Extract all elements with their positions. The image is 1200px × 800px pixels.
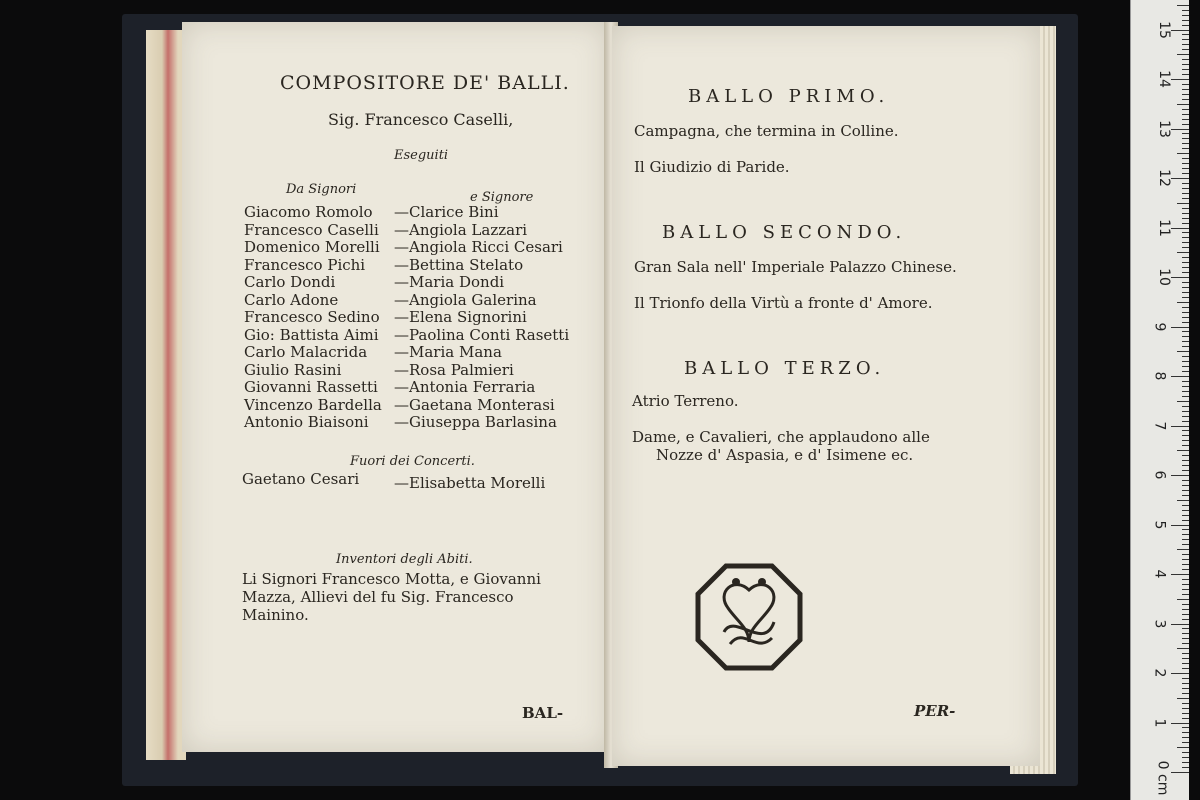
ruler-tick [1182, 668, 1189, 669]
female-dancer: —Antonia Ferraria [394, 378, 536, 396]
ruler-tick [1177, 747, 1189, 748]
ruler-tick [1182, 604, 1189, 605]
ruler-tick [1182, 465, 1189, 466]
catchword-right: PER- [914, 702, 956, 720]
ruler-tick [1182, 589, 1189, 590]
cast-row [244, 222, 604, 240]
ruler-tick [1182, 232, 1189, 233]
ruler-tick [1182, 10, 1189, 11]
ruler-tick [1171, 327, 1189, 328]
outside-female: —Elisabetta Morelli [394, 474, 546, 492]
ruler-tick [1182, 322, 1189, 323]
ruler-tick [1182, 331, 1189, 332]
ruler-number: 10 [1155, 268, 1172, 286]
ruler-tick [1177, 252, 1189, 253]
ruler-tick [1182, 386, 1189, 387]
ruler-number: 4 [1151, 569, 1168, 579]
ruler-tick [1182, 485, 1189, 486]
ruler-number: 11 [1155, 218, 1172, 237]
ruler-tick [1182, 737, 1189, 738]
ruler-unit: 0 cm [1154, 760, 1171, 796]
ruler-tick [1182, 193, 1189, 194]
ruler-tick [1182, 341, 1189, 342]
cast-row [244, 397, 604, 415]
ruler-tick [1182, 609, 1189, 610]
ruler-tick [1182, 20, 1189, 21]
ruler-number: 7 [1151, 421, 1168, 430]
ballo-terzo-line-2: Dame, e Cavalieri, che applaudono alle [632, 428, 930, 446]
ballo-secondo-line-1: Gran Sala nell' Imperiale Palazzo Chinese. [634, 258, 957, 276]
ruler-tick [1171, 426, 1189, 427]
ruler-tick [1182, 138, 1189, 139]
male-dancer: Francesco Pichi [244, 255, 366, 274]
ruler-tick [1182, 455, 1189, 456]
ruler-tick [1182, 148, 1189, 149]
ruler-tick [1182, 366, 1189, 367]
ruler-tick [1182, 168, 1189, 169]
ruler-tick [1182, 114, 1189, 115]
ruler-tick [1182, 732, 1189, 733]
female-dancer: —Paolina Conti Rasetti [394, 325, 570, 344]
ruler-tick [1171, 79, 1189, 80]
catchword-left: BAL- [522, 704, 564, 722]
ruler-tick [1182, 440, 1189, 441]
library-stamp-icon [694, 562, 804, 672]
right-page [612, 26, 1040, 766]
ruler-tick [1182, 663, 1189, 664]
cast-row [244, 379, 604, 397]
ruler-number: 12 [1155, 169, 1172, 187]
women-label: e Signore [470, 190, 534, 205]
cast-list [244, 204, 604, 432]
ruler-tick [1182, 287, 1189, 288]
male-dancer: Carlo Adone [244, 290, 339, 309]
ruler-tick [1177, 153, 1189, 154]
female-dancer: —Maria Dondi [394, 273, 505, 291]
female-dancer: —Giuseppa Barlasina [394, 413, 557, 431]
ruler-tick [1182, 470, 1189, 471]
ruler-tick [1182, 638, 1189, 639]
ruler-tick [1182, 391, 1189, 392]
ruler-tick [1182, 99, 1189, 100]
ruler-tick [1177, 104, 1189, 105]
ruler-tick [1182, 460, 1189, 461]
ruler-tick [1182, 708, 1189, 709]
male-dancer: Antonio Biaisoni [244, 413, 369, 431]
ruler-tick [1182, 163, 1189, 164]
ruler-tick [1182, 742, 1189, 743]
ruler-tick [1171, 228, 1189, 229]
ruler-tick [1182, 346, 1189, 347]
ruler-tick [1182, 544, 1189, 545]
ruler-tick [1182, 643, 1189, 644]
ballo-primo-title: BALLO PRIMO. [688, 86, 890, 107]
ruler-tick [1182, 242, 1189, 243]
ruler-tick [1182, 396, 1189, 397]
ruler-tick [1177, 698, 1189, 699]
ruler-tick [1182, 515, 1189, 516]
ruler-tick [1182, 69, 1189, 70]
ruler-tick [1171, 772, 1189, 773]
ruler-tick [1182, 430, 1189, 431]
ruler-tick [1182, 653, 1189, 654]
ruler-tick [1182, 490, 1189, 491]
ruler-tick [1182, 119, 1189, 120]
ruler-tick [1171, 277, 1189, 278]
ruler-tick [1182, 579, 1189, 580]
ruler-tick [1182, 272, 1189, 273]
male-dancer: Giacomo Romolo [244, 203, 373, 221]
ruler-tick [1182, 213, 1189, 214]
ruler-tick [1182, 336, 1189, 337]
ballo-terzo-title: BALLO TERZO. [684, 358, 886, 379]
ruler-tick [1182, 693, 1189, 694]
men-label: Da Signori [286, 182, 357, 197]
ruler-tick [1182, 237, 1189, 238]
ruler-tick [1182, 173, 1189, 174]
male-dancer: Gio: Battista Aimi [244, 325, 379, 344]
ruler-tick [1171, 129, 1189, 130]
costumes-line-2: Mazza, Allievi del fu Sig. Francesco [242, 588, 514, 606]
female-dancer: —Rosa Palmieri [394, 360, 514, 379]
ruler-tick [1182, 584, 1189, 585]
ballo-primo-line-2: Il Giudizio di Paride. [634, 158, 790, 176]
ballo-secondo-title: BALLO SECONDO. [662, 222, 907, 243]
ruler-tick [1182, 257, 1189, 258]
ballo-primo-line-1: Campagna, che termina in Colline. [634, 122, 899, 140]
ruler-tick [1177, 203, 1189, 204]
ballo-terzo-line-1: Atrio Terreno. [632, 392, 739, 410]
ruler-tick [1182, 559, 1189, 560]
ruler-tick [1171, 30, 1189, 31]
cast-row [244, 274, 604, 292]
ruler-tick [1182, 520, 1189, 521]
ruler-tick [1182, 480, 1189, 481]
female-dancer: —Gaetana Monterasi [394, 395, 555, 414]
outside-male: Gaetano Cesari [242, 470, 360, 488]
ruler-tick [1182, 158, 1189, 159]
male-dancer: Domenico Morelli [244, 238, 380, 256]
ruler-tick [1182, 411, 1189, 412]
ruler-tick [1182, 312, 1189, 313]
performed-label: Eseguiti [394, 148, 449, 163]
cast-row [244, 344, 604, 362]
cast-row [244, 292, 604, 310]
ruler-tick [1171, 624, 1189, 625]
ruler-tick [1182, 718, 1189, 719]
ruler-tick [1182, 44, 1189, 45]
ruler-tick [1182, 218, 1189, 219]
ruler-tick [1182, 124, 1189, 125]
ruler-tick [1182, 619, 1189, 620]
ruler-tick [1171, 525, 1189, 526]
ruler-tick [1182, 416, 1189, 417]
measurement-ruler [1130, 0, 1189, 800]
male-dancer: Giovanni Rassetti [244, 378, 378, 396]
costumes-line-3: Mainino. [242, 606, 309, 624]
ruler-tick [1182, 297, 1189, 298]
ruler-tick [1182, 510, 1189, 511]
ruler-tick [1182, 49, 1189, 50]
ruler-tick [1182, 757, 1189, 758]
ruler-tick [1182, 614, 1189, 615]
ruler-tick [1182, 267, 1189, 268]
ruler-number: 15 [1155, 20, 1172, 39]
ruler-tick [1177, 401, 1189, 402]
ruler-tick [1182, 628, 1189, 629]
ruler-tick [1182, 282, 1189, 283]
ruler-tick [1182, 89, 1189, 90]
ballo-terzo-line-3: Nozze d' Aspasia, e d' Isimene ec. [656, 446, 914, 464]
ruler-tick [1182, 356, 1189, 357]
ruler-tick [1182, 505, 1189, 506]
ruler-tick [1182, 534, 1189, 535]
ruler-tick [1182, 188, 1189, 189]
ruler-tick [1182, 564, 1189, 565]
female-dancer: —Bettina Stelato [394, 255, 524, 274]
ballo-secondo-line-2: Il Trionfo della Virtù a fronte d' Amore. [634, 294, 933, 312]
ruler-number: 9 [1151, 322, 1168, 331]
female-dancer: —Maria Mana [394, 343, 502, 361]
ruler-tick [1182, 688, 1189, 689]
ruler-tick [1182, 109, 1189, 110]
ruler-tick [1182, 133, 1189, 134]
male-dancer: Giulio Rasini [244, 360, 342, 379]
ruler-tick [1182, 727, 1189, 728]
ruler-tick [1182, 569, 1189, 570]
ruler-tick [1182, 262, 1189, 263]
ruler-tick [1182, 198, 1189, 199]
ruler-tick [1182, 435, 1189, 436]
ruler-tick [1182, 59, 1189, 60]
cast-row [244, 327, 604, 345]
costumes-label: Inventori degli Abiti. [336, 552, 473, 567]
ruler-tick [1182, 64, 1189, 65]
ruler-tick [1182, 406, 1189, 407]
ruler-tick [1177, 351, 1189, 352]
female-dancer: —Elena Signorini [394, 308, 527, 326]
ruler-tick [1177, 549, 1189, 550]
ruler-tick [1182, 703, 1189, 704]
ruler-number: 5 [1151, 520, 1168, 529]
ruler-tick [1182, 683, 1189, 684]
ruler-tick [1171, 475, 1189, 476]
ruler-tick [1182, 292, 1189, 293]
ruler-tick [1177, 500, 1189, 501]
ruler-tick [1182, 529, 1189, 530]
ruler-tick [1182, 495, 1189, 496]
ruler-tick [1182, 752, 1189, 753]
ruler-tick [1182, 84, 1189, 85]
female-dancer: —Clarice Bini [394, 203, 499, 221]
ruler-number: 13 [1155, 119, 1172, 138]
composer-name: Sig. Francesco Caselli, [328, 110, 514, 129]
ruler-tick [1171, 376, 1189, 377]
ruler-tick [1182, 34, 1189, 35]
ruler-number: 8 [1151, 371, 1168, 381]
ruler-tick [1182, 633, 1189, 634]
ruler-tick [1182, 594, 1189, 595]
ruler-tick [1177, 450, 1189, 451]
male-dancer: Vincenzo Bardella [244, 395, 382, 414]
cast-row [244, 414, 604, 432]
male-dancer: Francesco Caselli [244, 220, 379, 239]
ruler-tick [1182, 94, 1189, 95]
ruler-tick [1177, 648, 1189, 649]
male-dancer: Carlo Dondi [244, 273, 336, 291]
ruler-tick [1177, 5, 1189, 6]
ruler-tick [1182, 658, 1189, 659]
ruler-tick [1182, 25, 1189, 26]
ruler-number: 3 [1151, 619, 1168, 628]
ruler-tick [1182, 15, 1189, 16]
ruler-tick [1182, 445, 1189, 446]
ruler-tick [1182, 39, 1189, 40]
ruler-tick [1182, 247, 1189, 248]
ruler-tick [1182, 767, 1189, 768]
ruler-tick [1182, 223, 1189, 224]
costumes-line-1: Li Signori Francesco Motta, e Giovanni [242, 570, 541, 588]
ruler-tick [1182, 307, 1189, 308]
ruler-tick [1182, 143, 1189, 144]
male-dancer: Carlo Malacrida [244, 343, 368, 361]
ruler-tick [1171, 723, 1189, 724]
outside-label: Fuori dei Concerti. [350, 454, 475, 469]
cast-row [244, 362, 604, 380]
cast-row [244, 257, 604, 275]
cast-row [244, 204, 604, 222]
male-dancer: Francesco Sedino [244, 308, 380, 326]
ruler-tick [1177, 302, 1189, 303]
female-dancer: —Angiola Galerina [394, 290, 537, 309]
ruler-tick [1182, 74, 1189, 75]
cast-row [244, 309, 604, 327]
ruler-number: 1 [1151, 718, 1168, 727]
ruler-tick [1182, 762, 1189, 763]
ruler-tick [1182, 554, 1189, 555]
ruler-tick [1182, 421, 1189, 422]
ruler-tick [1182, 317, 1189, 318]
ruler-tick [1182, 678, 1189, 679]
ruler-number: 2 [1151, 668, 1168, 678]
ruler-tick [1182, 183, 1189, 184]
ruler-tick [1182, 371, 1189, 372]
female-dancer: —Angiola Lazzari [394, 220, 528, 239]
left-page [182, 22, 608, 752]
ruler-tick [1171, 574, 1189, 575]
ruler-tick [1182, 361, 1189, 362]
ruler-tick [1177, 599, 1189, 600]
ruler-number: 6 [1151, 470, 1168, 480]
ruler-tick [1182, 713, 1189, 714]
composer-heading: COMPOSITORE DE' BALLI. [280, 72, 570, 94]
ruler-tick [1182, 381, 1189, 382]
ruler-tick [1171, 178, 1189, 179]
female-dancer: —Angiola Ricci Cesari [394, 238, 563, 256]
ruler-tick [1182, 539, 1189, 540]
ruler-tick [1177, 54, 1189, 55]
ruler-number: 14 [1155, 70, 1172, 88]
ruler-tick [1182, 208, 1189, 209]
page-edges-left [146, 30, 186, 760]
cast-row [244, 239, 604, 257]
ruler-tick [1171, 673, 1189, 674]
